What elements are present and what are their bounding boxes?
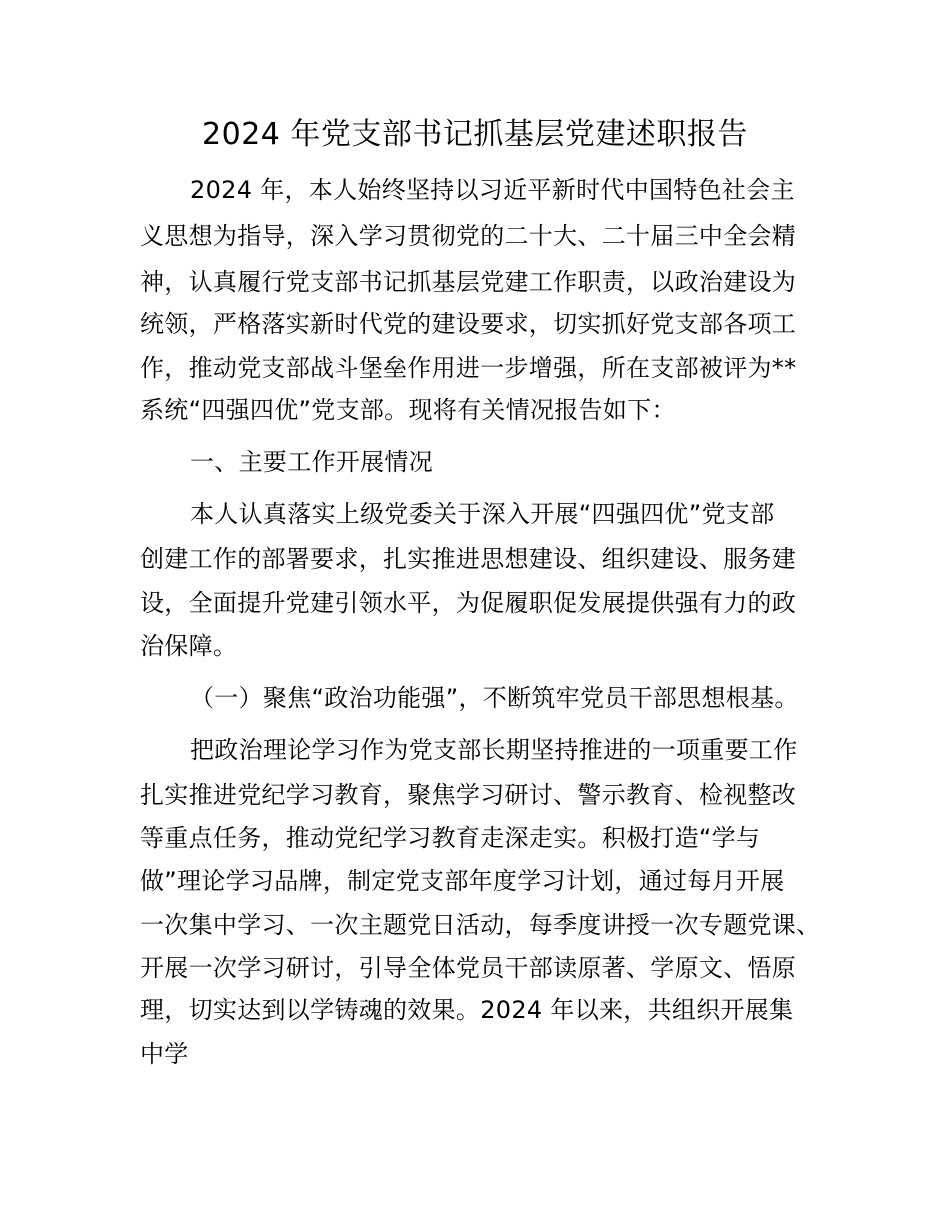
paragraph-line: 2024 年，本人始终坚持以习近平新时代中国特色社会主	[190, 176, 795, 204]
paragraph-line: 神，认真履行党支部书记抓基层党建工作职责，以政治建设为	[140, 268, 797, 296]
paragraph-line: 做”理论学习品牌，制定党支部年度学习计划，通过每月开展	[140, 867, 785, 895]
paragraph-line: 开展一次学习研讨，引导全体党员干部读原著、学原文、悟原	[140, 954, 797, 982]
paragraph-line: 治保障。	[140, 632, 238, 660]
paragraph-line: 统领，严格落实新时代党的建设要求，切实抓好党支部各项工	[140, 310, 797, 338]
paragraph-line: 理，切实达到以学铸魂的效果。2024 年以来，共组织开展集	[140, 996, 794, 1024]
paragraph-line: 本人认真落实上级党委关于深入开展“四强四优”党支部	[190, 500, 775, 528]
section-heading: 一、主要工作开展情况	[190, 448, 433, 476]
paragraph-line: 中学	[140, 1040, 189, 1068]
paragraph-line: 义思想为指导，深入学习贯彻党的二十大、二十届三中全会精	[140, 222, 797, 250]
paragraph-line: 设，全面提升党建引领水平，为促履职促发展提供强有力的政	[140, 589, 797, 617]
paragraph-line: 等重点任务，推动党纪学习教育走深走实。积极打造“学与	[140, 824, 761, 852]
paragraph-line: 作，推动党支部战斗堡垒作用进一步增强，所在支部被评为**	[140, 354, 797, 382]
paragraph-line: 扎实推进党纪学习教育，聚焦学习研讨、警示教育、检视整改	[140, 781, 797, 809]
paragraph-line: 一次集中学习、一次主题党日活动，每季度讲授一次专题党课、	[140, 911, 821, 939]
subsection-heading: （一）聚焦“政治功能强”，不断筑牢党员干部思想根基。	[190, 684, 799, 712]
paragraph-line: 把政治理论学习作为党支部长期坚持推进的一项重要工作	[190, 736, 798, 764]
document-title: 2024 年党支部书记抓基层党建述职报告	[202, 117, 748, 152]
paragraph-line: 创建工作的部署要求，扎实推进思想建设、组织建设、服务建	[140, 545, 797, 573]
paragraph-line: 系统“四强四优”党支部。现将有关情况报告如下：	[140, 396, 676, 424]
